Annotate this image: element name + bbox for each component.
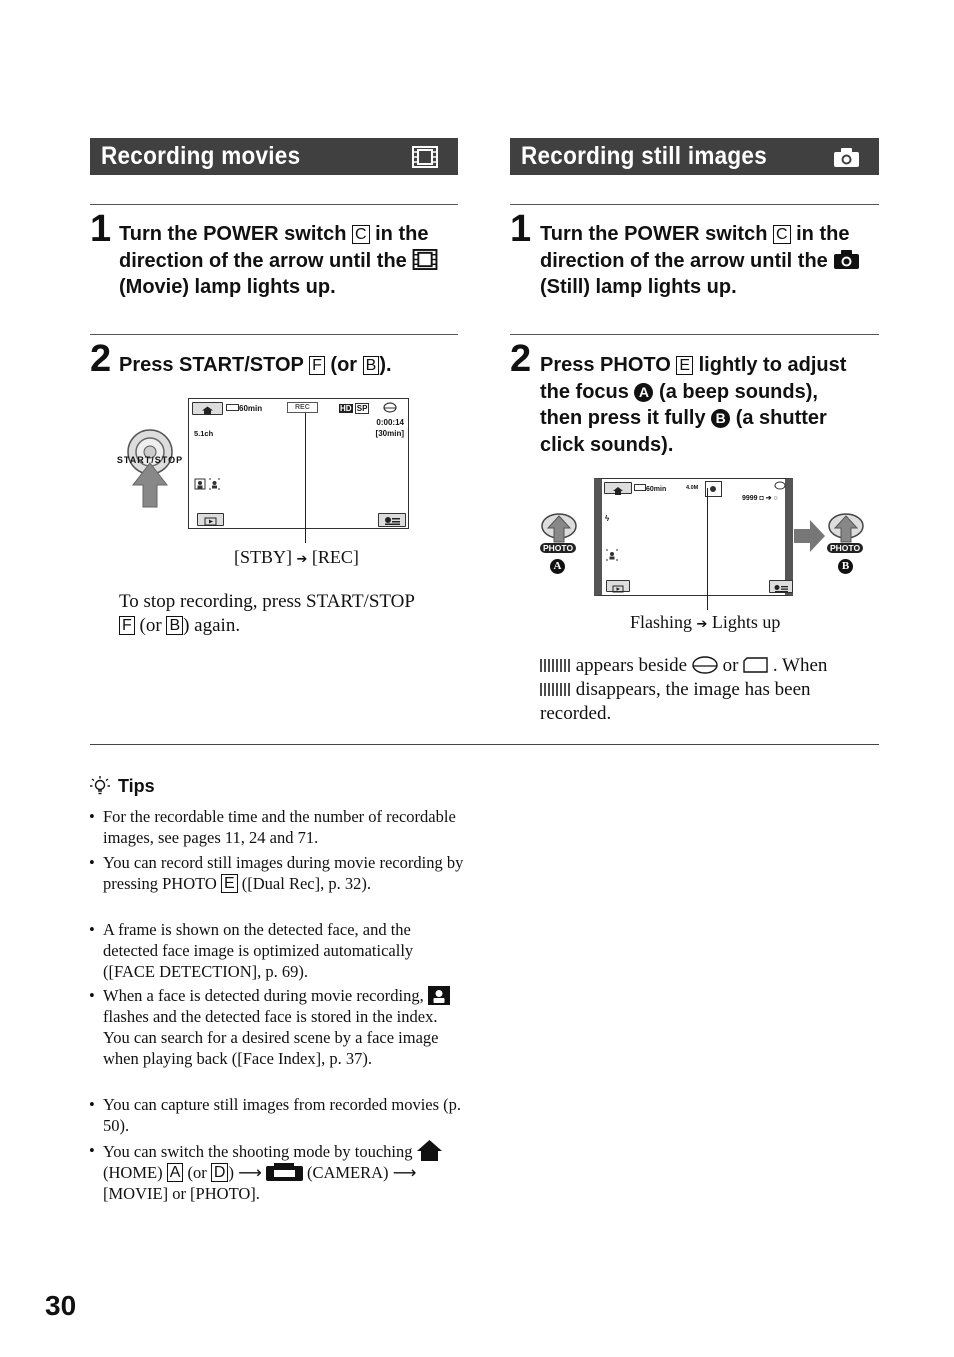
label-b-badge: B [711,409,730,428]
callout-line [305,413,306,543]
home-icon [605,486,631,496]
long-arrow-icon: ⟶ [238,1163,262,1182]
step-text: direction of the arrow until the [119,249,407,272]
step-text: in the [375,223,429,245]
start-stop-button-illustration [115,425,195,510]
tip-text: For the recordable time and the number of recordable images, see pages 11, 24 and 71. [103,807,456,847]
stby-rec-caption [234,547,359,568]
tip-text: (or [187,1163,207,1182]
face-detection-icon [605,549,619,561]
step-text: in the [796,223,850,245]
step-text: Turn the POWER switch [540,223,768,245]
step-text: then press it fully [540,407,706,429]
recording-bars-icon [540,658,571,673]
face-index-icon [428,986,450,1005]
bullet: • [89,1141,95,1160]
key-e-label: E [221,874,238,893]
body-text: . When [772,655,828,676]
tip-item [89,852,464,894]
home-icon [417,1140,442,1161]
tip-text: You can capture still images from recorded movies (p. 50). [103,1095,462,1135]
photo-label: PHOTO [827,543,863,553]
step-number: 1 [90,208,112,250]
body-text: (or [139,615,162,636]
recording-bars-icon [540,682,571,697]
step-text: lightly to adjust [698,354,847,376]
step-2-text [540,352,885,458]
tip-text: You can switch the shooting mode by touching [103,1142,413,1161]
header-recording-movies [90,138,458,175]
tip-text: [MOVIE] or [PHOTO]. [103,1184,260,1203]
label-a-badge: A [634,383,653,402]
key-f-label: F [309,356,325,375]
tip-text: ) [228,1163,234,1182]
lightbulb-icon [89,775,111,797]
step-text: click sounds). [540,433,674,456]
hdd-icon [692,656,718,674]
battery-text: 60min [646,486,667,493]
arrow-right-icon: ➔ [696,617,708,632]
tip-text: flashes and the detected face is stored in the index. You can search for a desired scene by a face image when playing back ([Face Index], p. 37). [103,1007,439,1068]
step-text: (Movie) lamp lights up. [119,276,336,298]
divider [90,334,458,335]
start-stop-button-icon [115,425,195,510]
play-icon [198,516,223,527]
step-text: Turn the POWER switch [119,223,347,245]
face-detection-icon [194,478,222,490]
step-number: 2 [90,338,112,380]
battery-indicator [226,404,262,413]
option-icon [379,515,405,527]
bullet: • [89,1095,95,1114]
divider [90,204,458,205]
remaining-time: [30min] [375,429,404,438]
key-c-label: C [773,225,791,244]
long-arrow-icon: ⟶ [392,1163,417,1182]
label-b-badge: B [838,559,853,574]
elapsed-time: 0:00:14 [376,418,404,427]
focus-dot-icon [710,486,716,492]
caption-text: [STBY] [234,547,292,567]
hd-mode-indicator [339,404,369,413]
key-b-label: B [166,616,183,635]
header-title: Recording still images [521,142,768,170]
step-text: the focus [540,380,629,403]
media-hdd-icon [383,402,397,413]
bullet: • [89,986,95,1005]
media-hdd-icon [774,481,786,490]
key-c-label: C [352,225,370,244]
recording-note [540,654,885,726]
hd-badge: HD [340,404,352,413]
lcd-screen-movie [188,398,409,529]
step-2-text [119,352,392,379]
tip-text: A frame is shown on the detected face, and the detected face image is optimized automatically ([FACE DETECTION], p. 69). [103,920,414,981]
flashing-caption [630,612,780,633]
step-text: ). [379,354,392,376]
tip-text: ([Dual Rec], p. 32). [241,874,371,893]
tip-item [89,806,464,848]
step-1-text [119,221,464,301]
stop-recording-text [119,590,464,638]
bullet: • [89,807,95,826]
step-number: 1 [510,208,532,250]
home-icon [193,405,222,416]
key-d-label: D [211,1163,229,1182]
battery-text: 60min [239,404,263,413]
page-number: 30 [45,1290,77,1321]
tip-item [89,1140,464,1204]
body-text: disappears, the image has been [575,679,811,700]
sp-badge: SP [356,404,368,413]
camera-icon [833,147,860,168]
photo-label: PHOTO [540,543,576,553]
body-text: appears beside [575,655,688,676]
option-icon [770,583,792,594]
image-size: 4.0M [686,485,699,491]
film-icon [412,249,438,270]
step-text: (a beep sounds), [659,380,818,403]
tip-text: (CAMERA) [306,1163,389,1182]
playback-button[interactable] [606,580,630,592]
lcd-screen-still [594,478,793,596]
key-e-label: E [676,356,693,375]
step-number: 2 [510,338,532,380]
arrow-right-icon: ➔ [296,552,308,567]
tip-item [89,985,464,1069]
film-icon [412,146,438,168]
bullet: • [89,853,95,872]
audio-text: 5.1ch [194,429,214,438]
caption-text: [REC] [311,547,359,567]
body-text: recorded. [540,703,612,724]
body-text: To stop recording, press START/STOP [119,591,415,612]
camera-mode-icon [266,1163,303,1181]
header-recording-still-images [510,138,879,175]
start-stop-button-label: START/STOP [116,455,184,465]
arrow-right-icon [794,519,826,553]
step-text: Press PHOTO [540,354,671,376]
shots-remaining: 9999 ◘ ➔ ○ [742,495,778,502]
tip-text: (HOME) [103,1163,163,1182]
home-button[interactable] [604,482,632,494]
tip-item [89,1094,464,1136]
tip-text: You can record still images during movie recording by pressing PHOTO [103,853,464,893]
step-text: Press START/STOP [119,354,304,376]
memory-card-icon [743,657,768,673]
step-text: (or [330,354,358,376]
bullet: • [89,920,95,939]
flash-indicator: ϟ [605,514,610,523]
tip-text: When a face is detected during movie recording, [103,986,424,1005]
camera-icon [833,249,860,270]
section-divider [90,744,879,745]
caption-text: Flashing [630,612,693,632]
caption-text: Lights up [711,612,781,632]
body-text: or [722,655,739,676]
home-button[interactable] [192,402,223,415]
step-1-text [540,221,885,301]
key-a-label: A [167,1163,184,1182]
count-text: 9999 [742,495,758,502]
step-text: (Still) lamp lights up. [540,276,737,298]
battery-indicator [634,484,666,493]
playback-button[interactable] [197,513,224,526]
photo-button-illustration-a [539,512,579,578]
tips-heading: Tips [118,776,155,796]
label-a-badge: A [550,559,565,574]
photo-button-illustration-b [826,512,866,578]
step-text: direction of the arrow until the [540,249,828,272]
key-f-label: F [119,616,135,635]
step-text: (a shutter [735,407,827,429]
audio-mode [194,429,213,438]
body-text: ) again. [183,615,241,636]
tip-item [89,919,464,982]
rec-indicator: REC [287,402,318,413]
divider [510,334,879,335]
callout-line [707,488,708,610]
option-button[interactable] [769,580,793,593]
play-icon [607,584,629,594]
key-b-label: B [363,356,380,375]
option-button[interactable] [378,513,406,527]
divider [510,204,879,205]
header-title: Recording movies [101,142,301,170]
